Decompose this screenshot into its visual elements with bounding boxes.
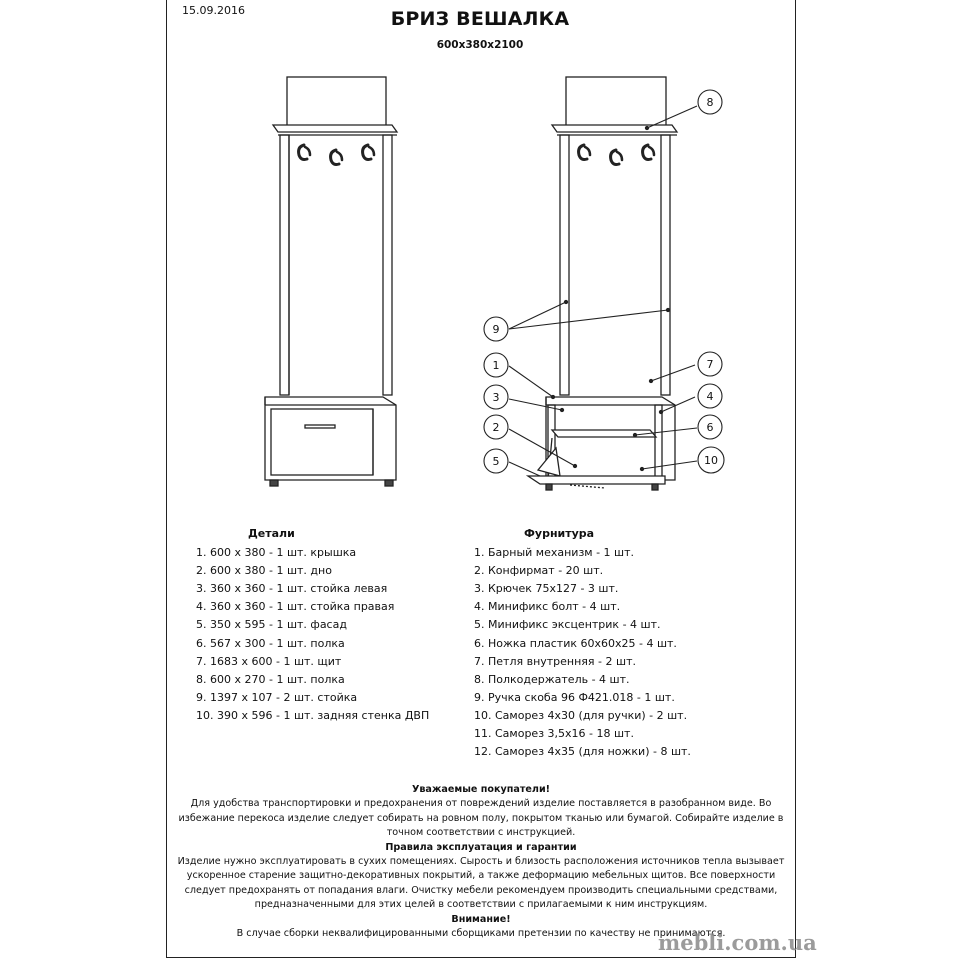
details-item: 3. 360 х 360 - 1 шт. стойка левая <box>196 582 388 596</box>
fittings-item: 1. Барный механизм - 1 шт. <box>474 546 635 560</box>
details-item: 10. 390 х 596 - 1 шт. задняя стенка ДВП <box>196 708 430 722</box>
fittings-item: 8. Полкодержатель - 4 шт. <box>474 672 630 686</box>
right-post <box>383 135 392 395</box>
fittings-item: 10. Саморез 4х30 (для ручки) - 2 шт. <box>474 708 688 722</box>
details-item: 5. 350 х 595 - 1 шт. фасад <box>196 618 347 632</box>
notice-paragraph: Для удобства транспортировки и предохранения от повреждений изделие поставляется в разобранном виде. Во избежание перекоса изделие следует собирать на ровном полу, покрытом тканью или бумагой. Собирайте изделие в точном соответствии с инструкцией. <box>178 798 784 839</box>
callout-label-3: 3 <box>492 391 500 404</box>
details-list <box>196 525 429 725</box>
customer-notice <box>174 783 788 941</box>
callout-label-5: 5 <box>492 455 500 468</box>
back-shield <box>566 77 666 127</box>
warranty-heading: Правила эксплуатация и гарантии <box>385 841 577 853</box>
attention-paragraph: В случае сборки неквалифицированными сборщиками претензии по качеству не принимаются. <box>236 928 726 940</box>
fittings-item: 5. Минификс эксцентрик - 4 шт. <box>474 618 661 632</box>
callout-label-1: 1 <box>492 359 500 372</box>
details-item: 1. 600 х 380 - 1 шт. крышка <box>196 546 357 560</box>
fittings-item: 3. Крючек 75х127 - 3 шт. <box>474 582 619 596</box>
document-date: 15.09.2016 <box>182 4 245 17</box>
top-shelf <box>273 125 397 132</box>
attention-heading: Внимание! <box>451 913 511 925</box>
bottom-panel <box>528 476 665 484</box>
details-item: 4. 360 х 360 - 1 шт. стойка правая <box>196 600 395 614</box>
assembled-view <box>265 77 397 486</box>
callout-label-7: 7 <box>706 358 714 371</box>
fittings-item: 4. Минификс болт - 4 шт. <box>474 600 621 614</box>
callout-label-2: 2 <box>492 421 500 434</box>
details-item: 9. 1397 х 107 - 2 шт. стойка <box>196 690 358 704</box>
fittings-item: 7. Петля внутренняя - 2 шт. <box>474 654 636 668</box>
inner-shelf <box>552 430 656 437</box>
details-item: 2. 600 х 380 - 1 шт. дно <box>196 564 332 578</box>
fittings-item: 11. Саморез 3,5х16 - 18 шт. <box>474 727 634 741</box>
fittings-list <box>474 525 691 761</box>
product-title: БРИЗ ВЕШАЛКА <box>390 8 570 30</box>
details-item: 7. 1683 х 600 - 1 шт. щит <box>196 654 342 668</box>
fittings-item: 9. Ручка скоба 96 Ф421.018 - 1 шт. <box>474 690 675 704</box>
fittings-heading: Фурнитура <box>524 527 595 540</box>
site-watermark: mebli.com.ua <box>658 930 817 955</box>
fittings-item: 2. Конфирмат - 20 шт. <box>474 564 604 578</box>
callout-label-10: 10 <box>704 454 718 467</box>
callout-label-9: 9 <box>492 323 500 336</box>
left-post <box>280 135 289 395</box>
product-dimensions: 600х380х2100 <box>436 39 524 51</box>
callout-label-8: 8 <box>706 96 714 109</box>
hooks-left <box>299 145 374 165</box>
details-item: 8. 600 х 270 - 1 шт. полка <box>196 672 345 686</box>
notice-heading: Уважаемые покупатели! <box>411 784 551 795</box>
warranty-paragraph: Изделие нужно эксплуатировать в сухих помещениях. Сырость и близость расположения источников тепла вызывает ускоренное старение защитно-декоративных покрытий, а также деформацию мебельных щитов. Все поверхности следует предохранять от попадания влаги. Очистку мебели рекомендуем производить специальными средствами, предназначенными для этих целей в соответствии с прилагаемыми к ним инструкциям. <box>177 856 785 911</box>
callout-label-6: 6 <box>706 421 714 434</box>
fittings-item: 6. Ножка пластик 60х60х25 - 4 шт. <box>474 636 677 650</box>
details-heading: Детали <box>248 527 295 540</box>
fittings-item: 12. Саморез 4х35 (для ножки) - 8 шт. <box>474 745 691 759</box>
interior-view <box>528 77 677 490</box>
details-item: 6. 567 х 300 - 1 шт. полка <box>196 636 345 650</box>
top-panel-back <box>287 77 386 127</box>
top-shelf-right <box>552 125 677 132</box>
callout-label-4: 4 <box>706 390 714 403</box>
